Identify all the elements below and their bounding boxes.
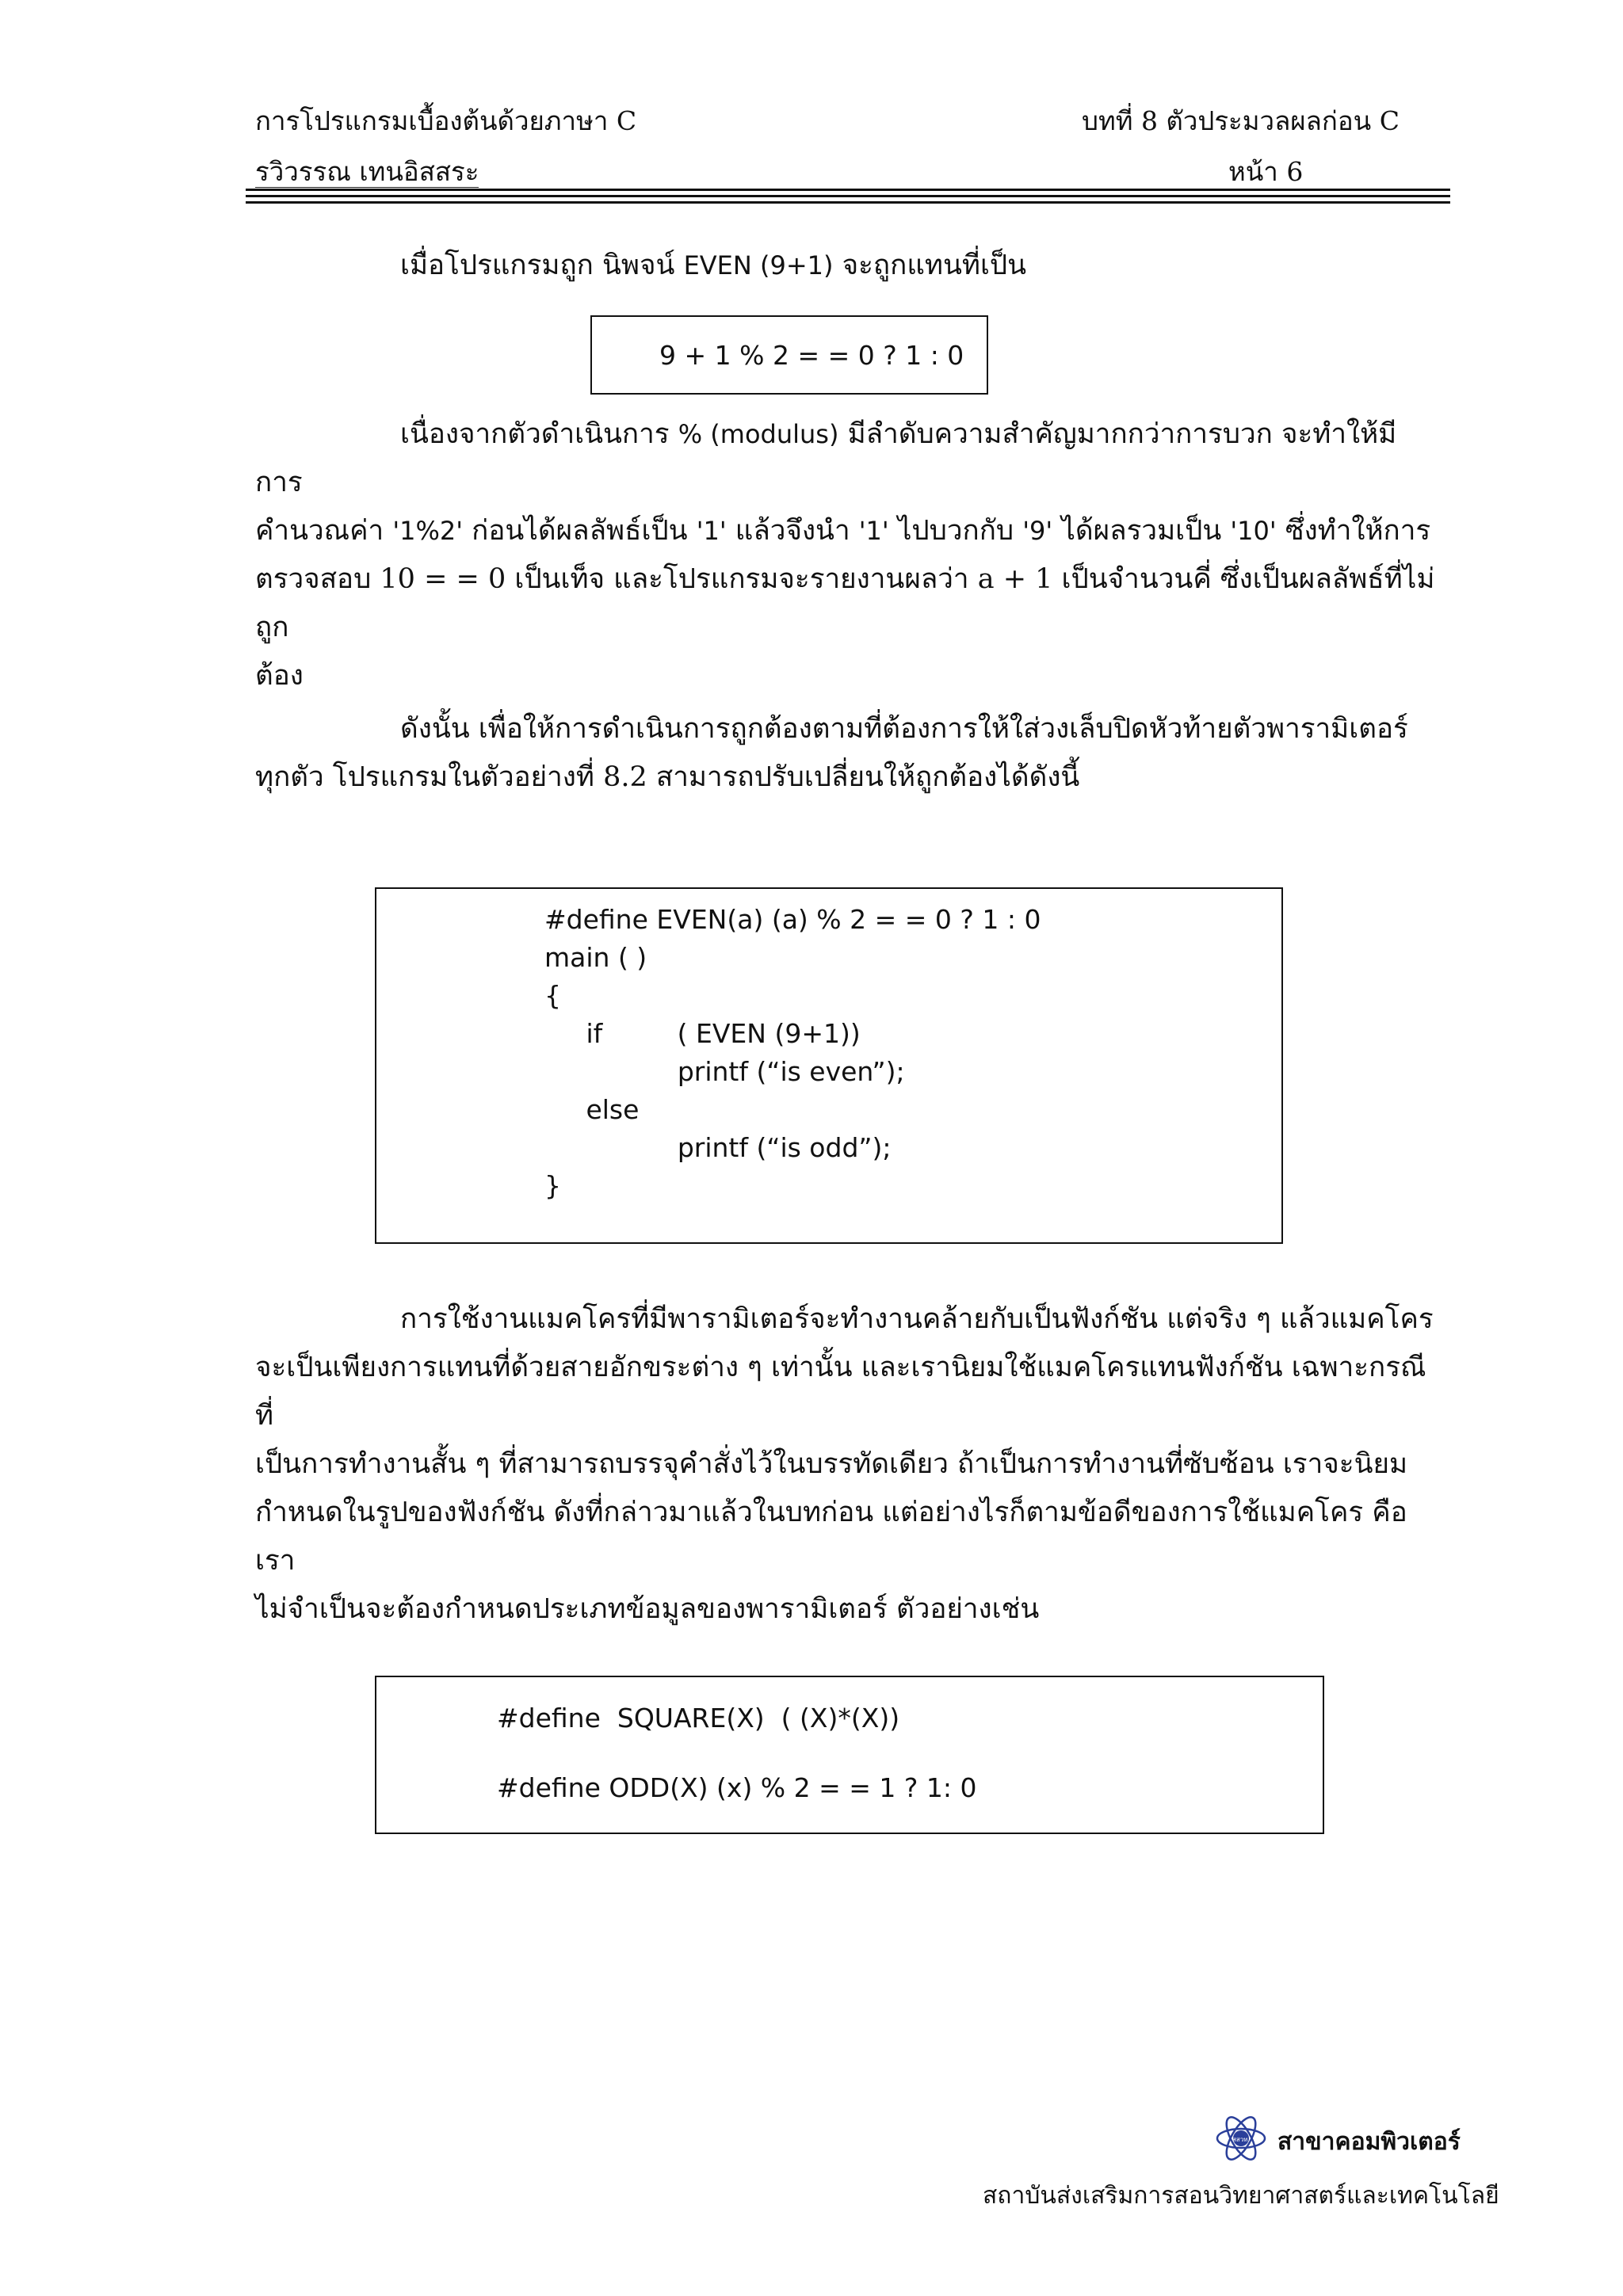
header-page-number: หน้า 6: [1228, 156, 1304, 187]
header-chapter: บทที่ 8 ตัวประมวลผลก่อน C: [1082, 105, 1400, 136]
code-listing-even: [375, 887, 1283, 1244]
paragraph-modulus-explanation: เนื่องจากตัวดำเนินการ % (modulus) มีลำดับความสำคัญมากกว่าการบวก จะทำให้มีการ คำนวณค่า '1%2' ก่อนได้ผลลัพธ์เป็น '1' แล้วจึงนำ '1' ไปบวกกับ '9' ได้ผลรวมเป็น '10' ซึ่งทำให้การ ตรวจสอบ 10 = = 0 เป็นเท็จ และโปรแกรมจะรายงานผลว่า a + 1 เป็นจำนวนคี่ ซึ่งเป็นผลลัพธ์ที่ไม่ถูก ต้อง: [255, 418, 1435, 692]
code-line: if ( EVEN (9+1)): [544, 1018, 861, 1049]
expression-text: 9 + 1 % 2 = = 0 ? 1 : 0: [659, 340, 964, 371]
header-doc-title: การโปรแกรมเบื้องต้นด้วยภาษา C: [255, 105, 637, 136]
expression-box: [590, 315, 988, 395]
header-rule-middle: [246, 195, 1450, 197]
footer-department: สาขาคอมพิวเตอร์: [1277, 2128, 1461, 2156]
code-line: {: [544, 980, 561, 1011]
svg-text:สสวท.: สสวท.: [1232, 2136, 1251, 2143]
code-line-square: #define SQUARE(X) ( (X)*(X)): [497, 1703, 900, 1733]
footer-organization: สถาบันส่งเสริมการสอนวิทยาศาสตร์และเทคโนโลยี: [983, 2182, 1499, 2210]
code-line: printf (“is even”);: [544, 1056, 905, 1087]
header-rule-top: [246, 189, 1450, 191]
institute-logo: [1214, 2111, 1268, 2165]
paragraph-intro: เมื่อโปรแกรมถูก นิพจน์ EVEN (9+1) จะถูกแทนที่เป็น: [400, 250, 1027, 281]
paragraph-macro-usage: การใช้งานแมคโครที่มีพารามิเตอร์จะทำงานคล้ายกับเป็นฟังก์ชัน แต่จริง ๆ แล้วแมคโคร จะเป็นเพียงการแทนที่ด้วยสายอักขระต่าง ๆ เท่านั้น และเรานิยมใช้แมคโครแทนฟังก์ชัน เฉพาะกรณีที่ เป็นการทำงานสั้น ๆ ที่สามารถบรรจุคำสั่งไว้ในบรรทัดเดียว ถ้าเป็นการทำงานที่ซับซ้อน เราจะนิยม กำหนดในรูปของฟังก์ชัน ดังที่กล่าวมาแล้วในบทก่อน แต่อย่างไรก็ตามข้อดีของการใช้แมคโคร คือ เรา ไม่จำเป็นจะต้องกำหนดประเภทข้อมูลของพารามิเตอร์ ตัวอย่างเช่น: [255, 1303, 1434, 1625]
header-rule-bottom: [246, 201, 1450, 204]
code-line: #define EVEN(a) (a) % 2 = = 0 ? 1 : 0: [544, 904, 1041, 935]
code-line-odd: #define ODD(X) (x) % 2 = = 1 ? 1: 0: [497, 1772, 977, 1803]
code-lines: [544, 901, 1041, 1205]
header-author: รวิวรรณ เทนอิสสระ: [255, 156, 479, 187]
code-line: else: [544, 1094, 640, 1125]
code-listing-macros: [375, 1676, 1324, 1834]
inline-code: EVEN (9+1): [683, 250, 834, 280]
code-line: }: [544, 1170, 561, 1201]
paragraph-fix: ดังนั้น เพื่อให้การดำเนินการถูกต้องตามที่ต้องการให้ใส่วงเล็บปิดหัวท้ายตัวพารามิเตอร์ ทุกตัว โปรแกรมในตัวอย่างที่ 8.2 สามารถปรับเปลี่ยนให้ถูกต้องได้ดังนี้: [255, 713, 1408, 793]
code-line: main ( ): [544, 942, 647, 973]
code-line: printf (“is odd”);: [544, 1132, 892, 1163]
